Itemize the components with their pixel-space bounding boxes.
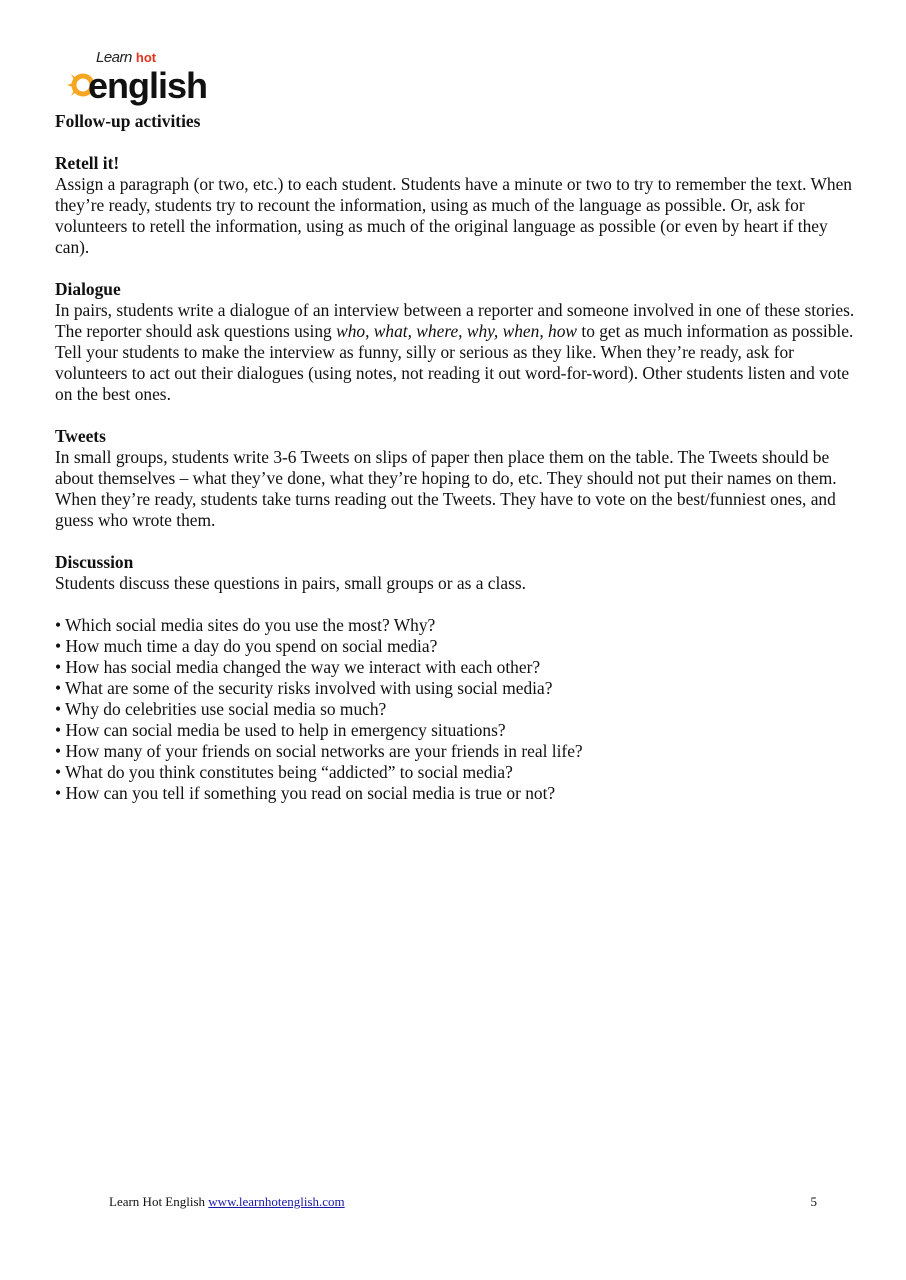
section-text: In small groups, students write 3-6 Tweets on slips of paper then place them on the table. The Tweets should be about themselves – what they’ve done, what they’re hoping to do, etc. They should not put their names on them. When they’re ready, students take turns reading out the Tweets. They have to vote on the best/funniest ones, and guess who wrote them. bbox=[55, 447, 837, 530]
question-item: • Which social media sites do you use the most? Why? bbox=[55, 615, 855, 636]
section-retell bbox=[55, 153, 855, 258]
section-tweets bbox=[55, 426, 855, 531]
logo-hot: hot bbox=[135, 50, 157, 65]
learn-hot-english-logo bbox=[66, 50, 256, 106]
question-item: • Why do celebrities use social media so much? bbox=[55, 699, 855, 720]
section-text: Students discuss these questions in pairs, small groups or as a class. bbox=[55, 573, 526, 593]
question-list bbox=[55, 615, 855, 804]
section-heading: Discussion bbox=[55, 552, 134, 572]
text-before: In pairs, students write a dialogue of an interview between a reporter and someone involved in one of these stories. The reporter should ask questions using bbox=[55, 300, 855, 341]
logo-learn: Learn bbox=[96, 49, 132, 66]
question-item: • How much time a day do you spend on social media? bbox=[55, 636, 855, 657]
section-text bbox=[55, 300, 855, 405]
footer-text: Learn Hot English bbox=[109, 1194, 206, 1209]
page-title: Follow-up activities bbox=[55, 111, 201, 131]
section-dialogue bbox=[55, 279, 855, 405]
question-item: • How many of your friends on social networks are your friends in real life? bbox=[55, 741, 855, 762]
section-discussion bbox=[55, 552, 855, 804]
document-body bbox=[55, 111, 855, 804]
page-footer bbox=[109, 1194, 817, 1210]
page-number: 5 bbox=[810, 1194, 817, 1209]
question-item: • What do you think constitutes being “addicted” to social media? bbox=[55, 762, 855, 783]
section-heading: Dialogue bbox=[55, 279, 121, 299]
logo-top-row bbox=[96, 50, 156, 66]
question-item: • How can you tell if something you read on social media is true or not? bbox=[55, 783, 855, 804]
question-item: • What are some of the security risks involved with using social media? bbox=[55, 678, 855, 699]
text-after: to get as much information as possible. Tell your students to make the interview as funny, silly or serious as they like. When they’re ready, ask for volunteers to act out their dialogues (using notes, not reading it out word-for-word). Other students listen and vote on the best ones. bbox=[55, 321, 854, 404]
question-item: • How has social media changed the way we interact with each other? bbox=[55, 657, 855, 678]
section-heading: Tweets bbox=[55, 426, 106, 446]
section-heading: Retell it! bbox=[55, 153, 120, 173]
question-words: who, what, where, why, when, how bbox=[336, 321, 578, 341]
section-text: Assign a paragraph (or two, etc.) to each student. Students have a minute or two to try to remember the text. When they’re ready, students try to recount the information, using as much of the language as possible. Or, ask for volunteers to retell the information, using as much of the original language as possible (or even by heart if they can). bbox=[55, 174, 853, 257]
website-link[interactable]: www.learnhotenglish.com bbox=[208, 1194, 345, 1209]
question-item: • How can social media be used to help in emergency situations? bbox=[55, 720, 855, 741]
logo-english: english bbox=[88, 65, 208, 106]
